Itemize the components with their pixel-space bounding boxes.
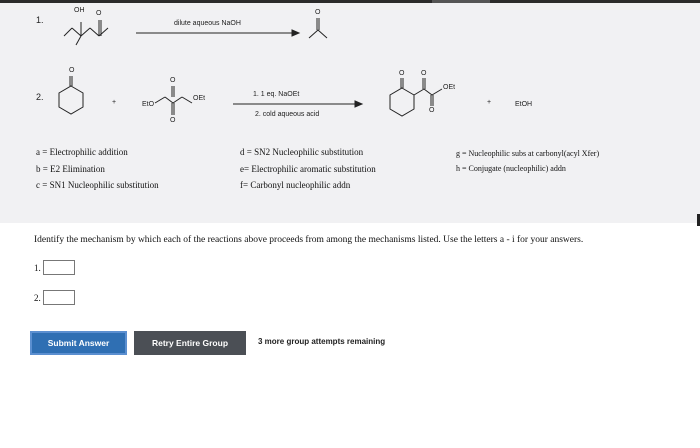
answer-2-label: 2. <box>34 293 41 303</box>
mechanism-h: h = Conjugate (nucleophilic) addn <box>456 164 566 173</box>
hydroxyl-label: OH <box>74 7 85 14</box>
product-carbonyl-label: O <box>315 9 321 16</box>
mechanism-c: c = SN1 Nucleophilic substitution <box>36 180 159 190</box>
answer-2-input[interactable] <box>43 290 75 305</box>
condition-1: 1. 1 eq. NaOEt <box>253 91 300 98</box>
product-o-1: O <box>399 70 405 77</box>
cyclohexanone-o-label: O <box>69 67 75 74</box>
answer-1-input[interactable] <box>43 260 75 275</box>
reaction-1-reagent: dilute aqueous NaOH <box>174 20 241 27</box>
plus-sign-2: + <box>487 99 492 106</box>
mechanism-f: f= Carbonyl nucleophilic addn <box>240 180 351 190</box>
product-o-3: O <box>429 107 435 114</box>
mechanism-a: a = Electrophilic addition <box>36 147 128 157</box>
carbonyl-label: O <box>96 10 102 17</box>
ketone-product <box>309 18 327 38</box>
product-oet: OEt <box>443 84 456 91</box>
mechanism-e: e= Electrophilic aromatic substitution <box>240 164 376 174</box>
condition-2: 2. cold aqueous acid <box>255 111 320 118</box>
attempts-remaining: 3 more group attempts remaining <box>258 337 386 346</box>
question-text: Identify the mechanism by which each of the reactions above proceeds from among the mechanisms listed. Use the letters a - i for your answers. <box>34 235 584 245</box>
aldol-reactant <box>64 20 108 45</box>
mechanism-g: g = Nucleophilic subs at carbonyl(acyl Xfer) <box>456 149 600 158</box>
plus-sign-1: + <box>112 99 117 106</box>
submit-answer-button[interactable]: Submit Answer <box>30 331 127 355</box>
mechanism-d: d = SN2 Nucleophilic substitution <box>240 147 364 157</box>
mechanism-b: b = E2 Elimination <box>36 164 105 174</box>
reaction-1-number: 1. <box>36 15 44 25</box>
cyclohexanone <box>59 76 83 114</box>
reaction-2-number: 2. <box>36 92 44 102</box>
oxalate-bottom-o: O <box>170 117 176 124</box>
oxalate-top-o: O <box>170 77 176 84</box>
oxalate-oet: OEt <box>193 95 206 102</box>
diethyl-oxalate <box>155 86 192 115</box>
oxalate-eto: EtO <box>142 101 155 108</box>
ethanol-byproduct: EtOH <box>515 101 533 108</box>
retry-group-button[interactable]: Retry Entire Group <box>134 331 246 355</box>
product-o-2: O <box>421 70 427 77</box>
answer-1-label: 1. <box>34 263 41 273</box>
